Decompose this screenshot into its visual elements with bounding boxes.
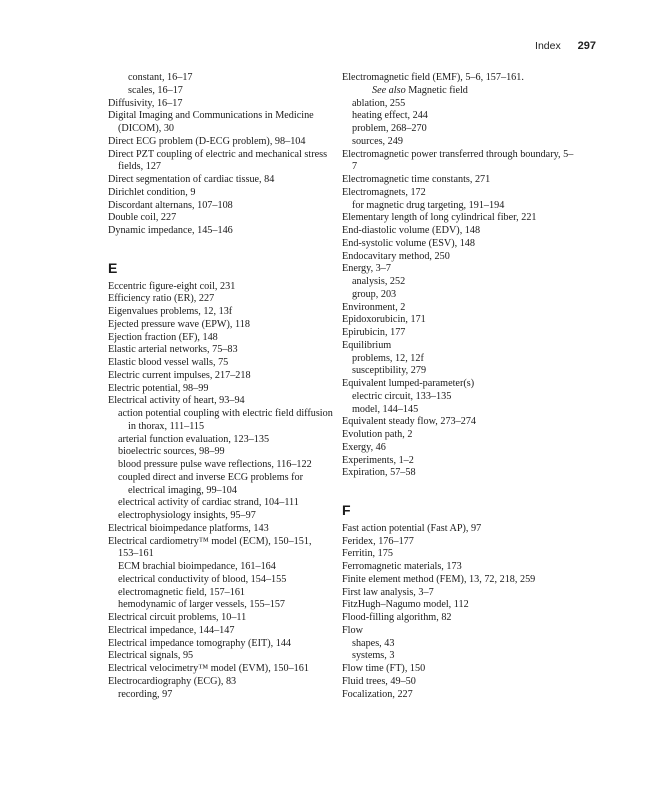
index-entry: Electrical activity of heart, 93–94	[108, 395, 245, 407]
index-entry: Eigenvalues problems, 12, 13f	[108, 306, 233, 317]
index-entry: bioelectric sources, 98–99	[118, 446, 225, 458]
index-entry: blood pressure pulse wave reflections, 116–122	[118, 459, 312, 470]
index-entry: Evolution path, 2	[342, 429, 413, 440]
index-entry: Experiments, 1–2	[342, 454, 414, 466]
index-entry: Fast action potential (Fast AP), 97	[342, 522, 482, 534]
index-column-left	[108, 72, 333, 701]
index-entry: Electrical cardiometry™ model (ECM), 150–151, 153–161	[108, 535, 312, 560]
index-entry: Electrical impedance, 144–147	[108, 624, 235, 636]
index-group-e	[108, 281, 333, 702]
index-entry: Electromagnetic time constants, 271	[342, 174, 491, 185]
index-entry: Elastic arterial networks, 75–83	[108, 344, 238, 356]
index-entry: Expiration, 57–58	[342, 467, 416, 479]
index-entry: Equilibrium	[342, 339, 392, 351]
running-header	[535, 40, 596, 52]
index-entry: Ejection fraction (EF), 148	[108, 331, 218, 343]
index-entry: scales, 16–17	[128, 84, 183, 96]
index-entry: Elementary length of long cylindrical fiber, 221	[342, 212, 537, 224]
index-entry: Diffusivity, 16–17	[108, 97, 183, 109]
index-entry: Discordant alternans, 107–108	[108, 199, 233, 211]
index-entry: Flow time (FT), 150	[342, 663, 426, 674]
index-group-f	[342, 523, 574, 702]
index-entry: End-systolic volume (ESV), 148	[342, 237, 475, 249]
index-entry: Fluid trees, 49–50	[342, 675, 416, 687]
index-entry: recording, 97	[118, 688, 173, 700]
index-entry: Digital Imaging and Communications in Medicine (DICOM), 30	[108, 110, 314, 134]
index-entry: Electrical signals, 95	[108, 650, 194, 662]
index-entry: ablation, 255	[352, 97, 406, 109]
section-title: Index	[535, 40, 561, 52]
index-entry: Efficiency ratio (ER), 227	[108, 293, 215, 305]
index-group-d	[108, 72, 333, 238]
index-entry: Ferritin, 175	[342, 548, 393, 560]
index-entry: Double coil, 227	[108, 212, 177, 224]
index-entry: sources, 249	[352, 135, 403, 147]
index-entry: Equivalent steady flow, 273–274	[342, 416, 477, 428]
index-entry: for magnetic drug targeting, 191–194	[352, 199, 505, 211]
index-entry: Direct segmentation of cardiac tissue, 84	[108, 174, 275, 185]
index-entry: Electromagnets, 172	[342, 186, 426, 198]
index-entry: electrical conductivity of blood, 154–155	[118, 573, 287, 585]
index-entry: Energy, 3–7	[342, 263, 391, 275]
index-entry: model, 144–145	[352, 403, 419, 415]
index-entry: Eccentric figure-eight coil, 231	[108, 280, 236, 292]
index-entry: Epidoxorubicin, 171	[342, 314, 426, 326]
index-entry: Electric current impulses, 217–218	[108, 369, 251, 381]
index-entry: Flow	[342, 624, 363, 636]
index-entry: problem, 268–270	[352, 123, 427, 134]
index-entry: ECM brachial bioimpedance, 161–164	[118, 561, 276, 572]
index-entry: electromagnetic field, 157–161	[118, 586, 246, 598]
index-entry: Focalization, 227	[342, 688, 413, 700]
index-entry: susceptibility, 279	[352, 365, 427, 377]
index-entry: group, 203	[352, 288, 397, 300]
index-entry: FitzHugh–Nagumo model, 112	[342, 599, 469, 611]
index-entry: Direct ECG problem (D-ECG problem), 98–104	[108, 135, 306, 147]
index-entry: Electrocardiography (ECG), 83	[108, 675, 237, 687]
page-number: 297	[577, 40, 596, 52]
index-entry: coupled direct and inverse ECG problems for electrical imaging, 99–104	[118, 471, 304, 496]
index-entry: electric circuit, 133–135	[352, 390, 452, 402]
index-entry: action potential coupling with electric field diffusion in thorax, 111–115	[118, 408, 333, 432]
index-entry: Electromagnetic power transferred through boundary, 5–7	[342, 148, 574, 173]
index-entry: problems, 12, 12f	[352, 352, 424, 364]
index-entry: constant, 16–17	[128, 72, 193, 83]
index-entry: Epirubicin, 177	[342, 327, 406, 338]
index-entry: heating effect, 244	[352, 110, 428, 122]
index-entry: hemodynamic of larger vessels, 155–157	[118, 599, 286, 611]
index-entry: Dirichlet condition, 9	[108, 186, 196, 198]
index-entry: See also Magnetic field	[372, 84, 468, 96]
index-entry: electrical activity of cardiac strand, 104–111	[118, 497, 299, 509]
index-entry: First law analysis, 3–7	[342, 586, 434, 598]
index-entry: Feridex, 176–177	[342, 535, 414, 547]
index-entry: electrophysiology insights, 95–97	[118, 510, 256, 521]
index-entry: Exergy, 46	[342, 441, 386, 453]
index-entry: Flood-filling algorithm, 82	[342, 612, 452, 623]
index-entry: Electromagnetic field (EMF), 5–6, 157–161.	[342, 72, 524, 83]
index-entry: Equivalent lumped-parameter(s)	[342, 378, 475, 389]
index-entry: Dynamic impedance, 145–146	[108, 225, 233, 236]
index-entry: Elastic blood vessel walls, 75	[108, 357, 229, 368]
index-entry: Ferromagnetic materials, 173	[342, 561, 462, 572]
index-entry: Electrical velocimetry™ model (EVM), 150–161	[108, 663, 309, 674]
index-entry: Environment, 2	[342, 301, 406, 313]
section-letter-f: F	[342, 502, 351, 518]
index-entry: systems, 3	[352, 650, 395, 662]
index-entry: Electrical bioimpedance platforms, 143	[108, 522, 269, 534]
index-entry: shapes, 43	[352, 637, 395, 649]
index-entry: Ejected pressure wave (EPW), 118	[108, 318, 250, 330]
index-entry: Endocavitary method, 250	[342, 250, 450, 262]
index-entry: Electrical circuit problems, 10–11	[108, 612, 247, 623]
index-entry: Electric potential, 98–99	[108, 382, 209, 394]
section-letter-e: E	[108, 259, 118, 276]
index-entry: arterial function evaluation, 123–135	[118, 433, 270, 445]
index-entry: analysis, 252	[352, 276, 406, 287]
index-entry: Direct PZT coupling of electric and mechanical stress fields, 127	[108, 148, 328, 173]
index-column-right	[342, 72, 574, 701]
index-entry: Electrical impedance tomography (EIT), 144	[108, 637, 292, 649]
index-group-e-continued	[342, 72, 574, 480]
index-entry: Finite element method (FEM), 13, 72, 218, 259	[342, 573, 536, 585]
index-entry: End-diastolic volume (EDV), 148	[342, 225, 481, 236]
